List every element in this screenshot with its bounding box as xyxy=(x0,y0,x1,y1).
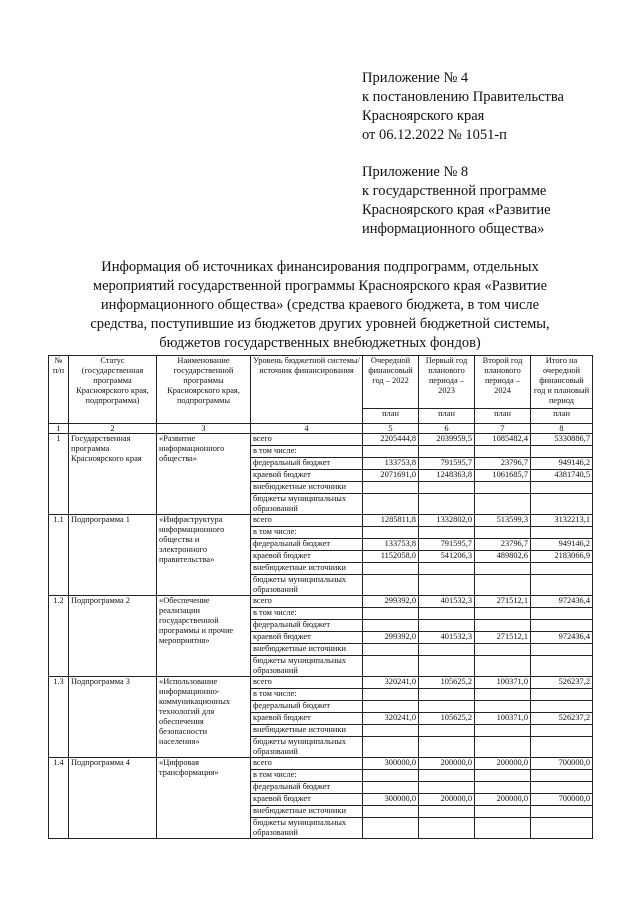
program-block xyxy=(49,434,593,515)
value-cell xyxy=(419,782,475,794)
table-row xyxy=(49,758,593,770)
row-name: «Инфраструктура информационного общества и электронного правительства» xyxy=(157,515,251,596)
value-cell: 105625,2 xyxy=(419,713,475,725)
row-status: Подпрограмма 1 xyxy=(69,515,157,596)
subprogram-block xyxy=(49,596,593,677)
appendix-line: Приложение № 8 xyxy=(362,164,469,180)
title-line: информационного общества» (средства краевого бюджета, в том числе xyxy=(100,297,540,313)
header-total: Итого на очередной финансовый год и плановый период xyxy=(531,356,593,409)
subprogram-block xyxy=(49,677,593,758)
value-cell xyxy=(363,701,419,713)
value-cell: 1248363,8 xyxy=(419,470,475,482)
value-cell: 949146,2 xyxy=(531,539,593,551)
table-row xyxy=(49,596,593,608)
value-cell: 299392,0 xyxy=(363,596,419,608)
header-num: № п/п xyxy=(49,356,69,424)
header-2022: Очередной финансовый год – 2022 xyxy=(363,356,419,409)
value-cell: 100371,0 xyxy=(475,713,531,725)
table-row xyxy=(49,434,593,446)
source-incl: в том числе: xyxy=(251,527,363,539)
row-status: Подпрограмма 4 xyxy=(69,758,157,839)
source-incl: в том числе: xyxy=(251,608,363,620)
title-line: бюджетов государственных внебюджетных фондов) xyxy=(159,335,481,351)
value-cell: 401532,3 xyxy=(419,596,475,608)
title-line: Информация об источниках финансирования подпрограмм, отдельных xyxy=(101,259,539,275)
source-federal: федеральный бюджет xyxy=(251,620,363,632)
value-cell: 1085482,4 xyxy=(475,434,531,446)
source-regional: краевой бюджет xyxy=(251,713,363,725)
source-municipal: бюджеты муниципальных образований xyxy=(251,656,363,677)
column-number: 2 xyxy=(69,424,157,434)
source-total: всего xyxy=(251,434,363,446)
value-cell: 320241,0 xyxy=(363,713,419,725)
value-cell: 526237,2 xyxy=(531,677,593,689)
value-cell: 1332802,0 xyxy=(419,515,475,527)
header-level: Уровень бюджетной системы/источник финансирования xyxy=(251,356,363,424)
value-cell: 2039959,5 xyxy=(419,434,475,446)
appendix-line: Красноярского края «Развитие xyxy=(362,202,551,218)
appendix-line: к государственной программе xyxy=(362,183,547,199)
source-offbudget: внебюджетные источники xyxy=(251,806,363,818)
value-cell xyxy=(475,620,531,632)
title-line: средства, поступившие из бюджетов других уровней бюджетной системы, xyxy=(90,316,550,332)
value-cell xyxy=(419,620,475,632)
value-cell: 972436,4 xyxy=(531,632,593,644)
value-cell: 791595,7 xyxy=(419,458,475,470)
value-cell: 1152058,0 xyxy=(363,551,419,563)
value-cell: 200000,0 xyxy=(475,758,531,770)
subprogram-block xyxy=(49,758,593,839)
header-status: Статус (государственная программа Красноярского края, подпрограмма) xyxy=(69,356,157,424)
header-plan: план xyxy=(531,409,593,424)
source-municipal: бюджеты муниципальных образований xyxy=(251,818,363,839)
source-regional: краевой бюджет xyxy=(251,794,363,806)
source-federal: федеральный бюджет xyxy=(251,701,363,713)
row-number: 1.2 xyxy=(49,596,69,677)
appendix-line: от 06.12.2022 № 1051-п xyxy=(362,127,507,143)
source-total: всего xyxy=(251,596,363,608)
source-offbudget: внебюджетные источники xyxy=(251,644,363,656)
header-plan: план xyxy=(419,409,475,424)
value-cell: 300000,0 xyxy=(363,758,419,770)
source-total: всего xyxy=(251,758,363,770)
appendix-line: Красноярского края xyxy=(362,108,485,124)
value-cell: 133753,8 xyxy=(363,458,419,470)
value-cell: 23796,7 xyxy=(475,458,531,470)
source-incl: в том числе: xyxy=(251,446,363,458)
source-offbudget: внебюджетные источники xyxy=(251,482,363,494)
header-plan: план xyxy=(363,409,419,424)
row-status: Подпрограмма 3 xyxy=(69,677,157,758)
value-cell: 5330886,7 xyxy=(531,434,593,446)
value-cell: 1061685,7 xyxy=(475,470,531,482)
value-cell: 2205444,8 xyxy=(363,434,419,446)
value-cell xyxy=(363,782,419,794)
value-cell: 105625,2 xyxy=(419,677,475,689)
column-number: 7 xyxy=(475,424,531,434)
value-cell: 401532,3 xyxy=(419,632,475,644)
row-number: 1.4 xyxy=(49,758,69,839)
source-municipal: бюджеты муниципальных образований xyxy=(251,737,363,758)
column-number: 6 xyxy=(419,424,475,434)
value-cell xyxy=(531,620,593,632)
value-cell: 700000,0 xyxy=(531,794,593,806)
subprogram-block xyxy=(49,515,593,596)
table-header xyxy=(49,356,593,434)
value-cell: 271512,1 xyxy=(475,596,531,608)
source-regional: краевой бюджет xyxy=(251,470,363,482)
row-status: Подпрограмма 2 xyxy=(69,596,157,677)
row-status: Государственная программа Красноярского края xyxy=(69,434,157,515)
source-municipal: бюджеты муниципальных образований xyxy=(251,575,363,596)
source-regional: краевой бюджет xyxy=(251,551,363,563)
value-cell: 700000,0 xyxy=(531,758,593,770)
value-cell: 1285811,8 xyxy=(363,515,419,527)
value-cell: 300000,0 xyxy=(363,794,419,806)
value-cell: 133753,8 xyxy=(363,539,419,551)
value-cell: 972436,4 xyxy=(531,596,593,608)
value-cell: 791595,7 xyxy=(419,539,475,551)
source-incl: в том числе: xyxy=(251,770,363,782)
value-cell: 2183066,9 xyxy=(531,551,593,563)
value-cell: 200000,0 xyxy=(475,794,531,806)
row-name: «Обеспечение реализации государственной программы и прочие мероприятия» xyxy=(157,596,251,677)
value-cell: 299392,0 xyxy=(363,632,419,644)
source-incl: в том числе: xyxy=(251,689,363,701)
source-total: всего xyxy=(251,677,363,689)
column-number-row xyxy=(49,424,593,434)
source-federal: федеральный бюджет xyxy=(251,458,363,470)
appendix-line: к постановлению Правительства xyxy=(362,89,564,105)
header-2024: Второй год планового периода – 2024 xyxy=(475,356,531,409)
column-number: 3 xyxy=(157,424,251,434)
header-name: Наименование государственной программы Красноярского края, подпрограммы xyxy=(157,356,251,424)
value-cell xyxy=(475,782,531,794)
row-name: «Цифровая трансформация» xyxy=(157,758,251,839)
value-cell: 4381740,5 xyxy=(531,470,593,482)
column-number: 5 xyxy=(363,424,419,434)
value-cell: 949146,2 xyxy=(531,458,593,470)
value-cell: 200000,0 xyxy=(419,758,475,770)
title-line: мероприятий государственной программы Красноярского края «Развитие xyxy=(92,278,548,294)
source-federal: федеральный бюджет xyxy=(251,782,363,794)
row-number: 1.1 xyxy=(49,515,69,596)
source-regional: краевой бюджет xyxy=(251,632,363,644)
row-number: 1.3 xyxy=(49,677,69,758)
value-cell: 3132213,1 xyxy=(531,515,593,527)
row-number: 1 xyxy=(49,434,69,515)
appendix-header-4 xyxy=(362,69,564,145)
value-cell: 320241,0 xyxy=(363,677,419,689)
value-cell xyxy=(531,701,593,713)
value-cell xyxy=(531,782,593,794)
row-name: «Развитие информационного общества» xyxy=(157,434,251,515)
value-cell: 513599,3 xyxy=(475,515,531,527)
source-total: всего xyxy=(251,515,363,527)
value-cell xyxy=(475,701,531,713)
column-number: 1 xyxy=(49,424,69,434)
value-cell: 200000,0 xyxy=(419,794,475,806)
value-cell: 23796,7 xyxy=(475,539,531,551)
financing-table xyxy=(48,355,593,839)
table-row xyxy=(49,515,593,527)
source-federal: федеральный бюджет xyxy=(251,539,363,551)
document-title xyxy=(60,258,580,353)
value-cell: 2071691,0 xyxy=(363,470,419,482)
table-row xyxy=(49,677,593,689)
appendix-header-8 xyxy=(362,163,551,239)
value-cell: 526237,2 xyxy=(531,713,593,725)
column-number: 8 xyxy=(531,424,593,434)
value-cell: 100371,0 xyxy=(475,677,531,689)
column-number: 4 xyxy=(251,424,363,434)
value-cell: 489802,6 xyxy=(475,551,531,563)
value-cell xyxy=(363,620,419,632)
header-plan: план xyxy=(475,409,531,424)
value-cell xyxy=(419,701,475,713)
value-cell: 541206,3 xyxy=(419,551,475,563)
row-name: «Использование информационно-коммуникационных технологий для обеспечения безопасности населения» xyxy=(157,677,251,758)
appendix-line: Приложение № 4 xyxy=(362,70,469,86)
appendix-line: информационного общества» xyxy=(362,221,545,237)
source-offbudget: внебюджетные источники xyxy=(251,563,363,575)
source-municipal: бюджеты муниципальных образований xyxy=(251,494,363,515)
value-cell: 271512,1 xyxy=(475,632,531,644)
source-offbudget: внебюджетные источники xyxy=(251,725,363,737)
header-2023: Первый год планового периода – 2023 xyxy=(419,356,475,409)
